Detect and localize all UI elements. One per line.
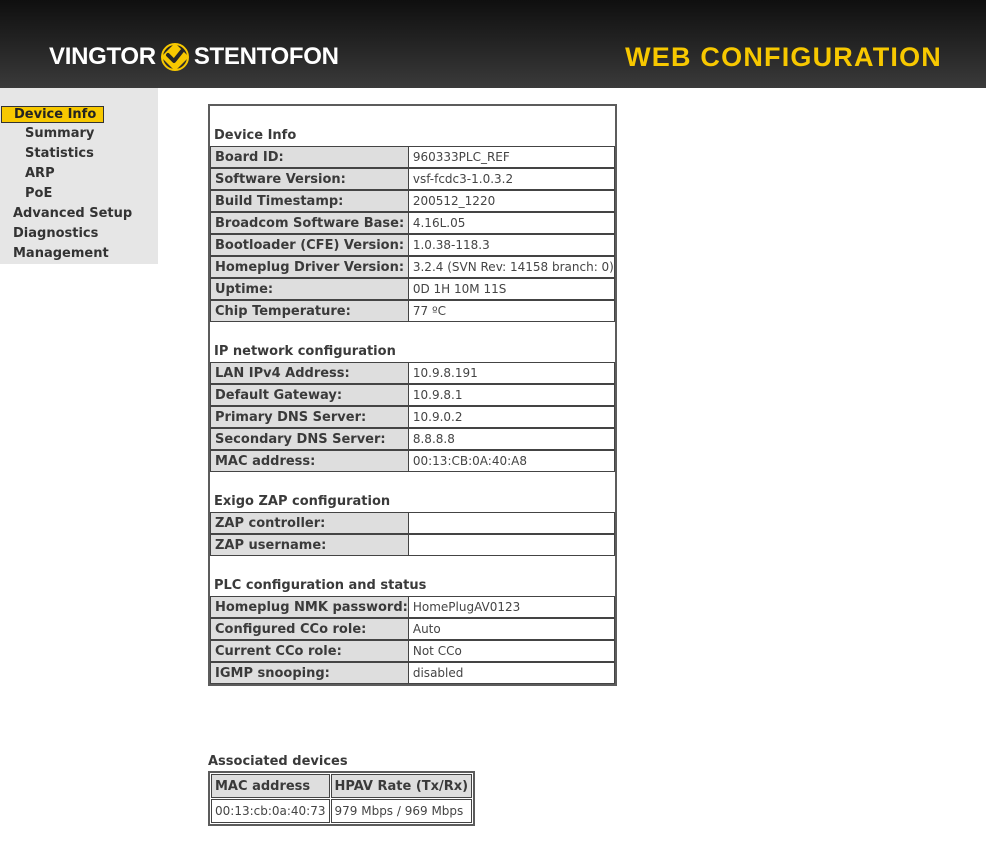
column-header-mac: MAC address xyxy=(211,774,330,798)
row-label: Current CCo role: xyxy=(210,640,408,662)
nav-summary[interactable]: Summary xyxy=(25,126,95,141)
row-value: 77 ºC xyxy=(408,300,615,322)
brand-right: STENTOFON xyxy=(193,43,339,70)
nav-poe[interactable]: PoE xyxy=(25,186,53,201)
row-label: MAC address: xyxy=(210,450,408,472)
table-row xyxy=(210,234,615,256)
associated-devices-title: Associated devices xyxy=(208,754,348,769)
nav-device-info[interactable]: Device Info xyxy=(1,106,104,123)
row-label: Software Version: xyxy=(210,168,408,190)
row-label: Homeplug Driver Version: xyxy=(210,256,408,278)
table-row xyxy=(210,534,615,556)
row-label: Bootloader (CFE) Version: xyxy=(210,234,408,256)
brand-logo xyxy=(49,40,339,74)
column-header-rate: HPAV Rate (Tx/Rx) xyxy=(331,774,473,798)
row-value: HomePlugAV0123 xyxy=(408,596,615,618)
nav-statistics[interactable]: Statistics xyxy=(25,146,94,161)
row-label: Homeplug NMK password: xyxy=(210,596,408,618)
table-row xyxy=(210,278,615,300)
row-value xyxy=(408,534,615,556)
table-row xyxy=(211,799,472,823)
brand-left: VINGTOR xyxy=(49,43,156,70)
table-row xyxy=(210,146,615,168)
row-value: 4.16L.05 xyxy=(408,212,615,234)
row-value: 3.2.4 (SVN Rev: 14158 branch: 0) xyxy=(408,256,615,278)
row-label: LAN IPv4 Address: xyxy=(210,362,408,384)
table-row xyxy=(210,256,615,278)
nav-advanced-setup[interactable]: Advanced Setup xyxy=(13,206,133,221)
table-row xyxy=(210,662,615,684)
row-value: vsf-fcdc3-1.0.3.2 xyxy=(408,168,615,190)
row-value: 10.9.0.2 xyxy=(408,406,615,428)
nav-arp[interactable]: ARP xyxy=(25,166,55,181)
section-title-device-info: Device Info xyxy=(214,128,297,143)
cell-mac: 00:13:cb:0a:40:73 xyxy=(211,799,330,823)
row-value: 0D 1H 10M 11S xyxy=(408,278,615,300)
row-value: 960333PLC_REF xyxy=(408,146,615,168)
table-row xyxy=(210,640,615,662)
row-value: 10.9.8.1 xyxy=(408,384,615,406)
section-title-ip-config: IP network configuration xyxy=(214,344,396,359)
row-value: Auto xyxy=(408,618,615,640)
section-title-plc-config: PLC configuration and status xyxy=(214,578,427,593)
row-value: 1.0.38-118.3 xyxy=(408,234,615,256)
table-row xyxy=(210,300,615,322)
row-value: 8.8.8.8 xyxy=(408,428,615,450)
nav-management[interactable]: Management xyxy=(13,246,109,261)
table-row xyxy=(210,596,615,618)
row-label: Primary DNS Server: xyxy=(210,406,408,428)
brand-mark-icon xyxy=(159,41,191,73)
sidebar-nav xyxy=(0,88,158,264)
row-value: 00:13:CB:0A:40:A8 xyxy=(408,450,615,472)
table-row xyxy=(210,212,615,234)
table-row xyxy=(210,406,615,428)
associated-devices-table xyxy=(208,771,475,826)
row-label: IGMP snooping: xyxy=(210,662,408,684)
row-label: Broadcom Software Base: xyxy=(210,212,408,234)
row-value: 10.9.8.191 xyxy=(408,362,615,384)
row-label: Board ID: xyxy=(210,146,408,168)
table-row xyxy=(210,618,615,640)
page-title: WEB CONFIGURATION xyxy=(625,42,942,72)
row-label: ZAP controller: xyxy=(210,512,408,534)
row-label: Secondary DNS Server: xyxy=(210,428,408,450)
table-header-row xyxy=(211,774,472,798)
row-label: Default Gateway: xyxy=(210,384,408,406)
row-label: Configured CCo role: xyxy=(210,618,408,640)
table-row xyxy=(210,450,615,472)
row-value: 200512_1220 xyxy=(408,190,615,212)
row-label: Chip Temperature: xyxy=(210,300,408,322)
device-info-table xyxy=(208,104,617,686)
row-label: ZAP username: xyxy=(210,534,408,556)
table-row xyxy=(210,362,615,384)
table-row xyxy=(210,190,615,212)
cell-rate: 979 Mbps / 969 Mbps xyxy=(331,799,473,823)
section-title-zap-config: Exigo ZAP configuration xyxy=(214,494,391,509)
table-row xyxy=(210,384,615,406)
row-value xyxy=(408,512,615,534)
nav-diagnostics[interactable]: Diagnostics xyxy=(13,226,99,241)
row-label: Build Timestamp: xyxy=(210,190,408,212)
row-value: disabled xyxy=(408,662,615,684)
row-label: Uptime: xyxy=(210,278,408,300)
table-row xyxy=(210,512,615,534)
table-row xyxy=(210,168,615,190)
table-row xyxy=(210,428,615,450)
row-value: Not CCo xyxy=(408,640,615,662)
header-bar xyxy=(0,0,986,88)
